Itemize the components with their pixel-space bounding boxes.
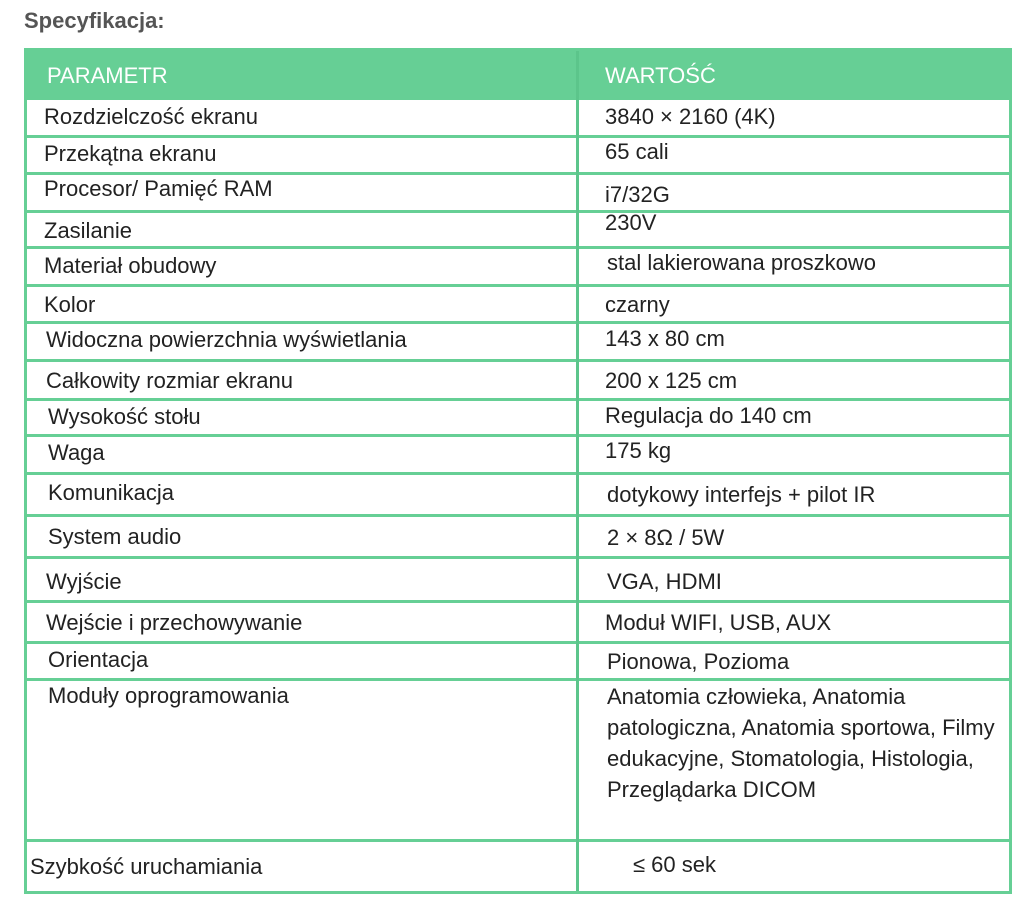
table-row bbox=[27, 135, 1009, 172]
table-row bbox=[27, 97, 1009, 135]
row-value: 175 kg bbox=[605, 438, 672, 463]
row-value: 2 × 8Ω / 5W bbox=[607, 525, 725, 550]
row-value: VGA, HDMI bbox=[607, 569, 722, 594]
table-row bbox=[27, 472, 1009, 514]
table-row bbox=[27, 321, 1009, 359]
table-row bbox=[27, 641, 1009, 678]
row-parameter: Zasilanie bbox=[44, 218, 133, 243]
table-row bbox=[27, 359, 1009, 398]
row-parameter: Widoczna powierzchnia wyświetlania bbox=[46, 327, 407, 352]
column-divider bbox=[576, 51, 579, 891]
row-parameter: Orientacja bbox=[48, 647, 149, 672]
row-value: i7/32G bbox=[605, 182, 670, 207]
row-value: Pionowa, Pozioma bbox=[607, 649, 790, 674]
table-header bbox=[27, 51, 1009, 97]
row-value: dotykowy interfejs + pilot IR bbox=[607, 482, 876, 507]
row-parameter: Rozdzielczość ekranu bbox=[44, 104, 258, 129]
row-value: Moduł WIFI, USB, AUX bbox=[605, 610, 832, 635]
table-row bbox=[27, 210, 1009, 246]
table-row bbox=[27, 556, 1009, 600]
table-row bbox=[27, 246, 1009, 284]
row-value: ≤ 60 sek bbox=[633, 852, 717, 877]
spec-table bbox=[24, 48, 1012, 894]
table-row bbox=[27, 600, 1009, 641]
row-parameter: Wyjście bbox=[46, 569, 122, 594]
table-row bbox=[27, 514, 1009, 556]
row-parameter: Kolor bbox=[44, 292, 96, 317]
row-parameter: Wysokość stołu bbox=[48, 404, 201, 429]
table-row bbox=[27, 398, 1009, 434]
row-value: Anatomia człowieka, Anatomia patologiczna, Anatomia sportowa, Filmy edukacyjne, Stomatologia, Histologia, Przeglądarka DICOM bbox=[607, 684, 995, 802]
table-row bbox=[27, 839, 1009, 891]
row-value: 200 x 125 cm bbox=[605, 368, 738, 393]
header-parameter: PARAMETR bbox=[47, 63, 168, 88]
row-parameter: Wejście i przechowywanie bbox=[46, 610, 303, 635]
header-value: WARTOŚĆ bbox=[605, 63, 716, 88]
row-value: Regulacja do 140 cm bbox=[605, 403, 812, 428]
row-parameter: Całkowity rozmiar ekranu bbox=[46, 368, 293, 393]
row-value: 143 x 80 cm bbox=[605, 326, 725, 351]
row-parameter: Szybkość uruchamiania bbox=[30, 854, 263, 879]
row-value: stal lakierowana proszkowo bbox=[607, 250, 877, 275]
row-parameter: Procesor/ Pamięć RAM bbox=[44, 176, 273, 201]
row-parameter: Przekątna ekranu bbox=[44, 141, 217, 166]
table-row bbox=[27, 434, 1009, 472]
row-parameter: System audio bbox=[48, 524, 182, 549]
page-title: Specyfikacja: bbox=[24, 8, 165, 33]
row-value: 65 cali bbox=[605, 139, 669, 164]
row-parameter: Komunikacja bbox=[48, 480, 174, 505]
table-row bbox=[27, 678, 1009, 839]
table-row bbox=[27, 172, 1009, 210]
row-parameter: Waga bbox=[48, 440, 105, 465]
row-value: czarny bbox=[605, 292, 670, 317]
row-parameter: Moduły oprogramowania bbox=[48, 683, 289, 708]
row-value: 230V bbox=[605, 210, 657, 235]
table-row bbox=[27, 284, 1009, 321]
row-value: 3840 × 2160 (4K) bbox=[605, 104, 776, 129]
row-parameter: Materiał obudowy bbox=[44, 253, 217, 278]
